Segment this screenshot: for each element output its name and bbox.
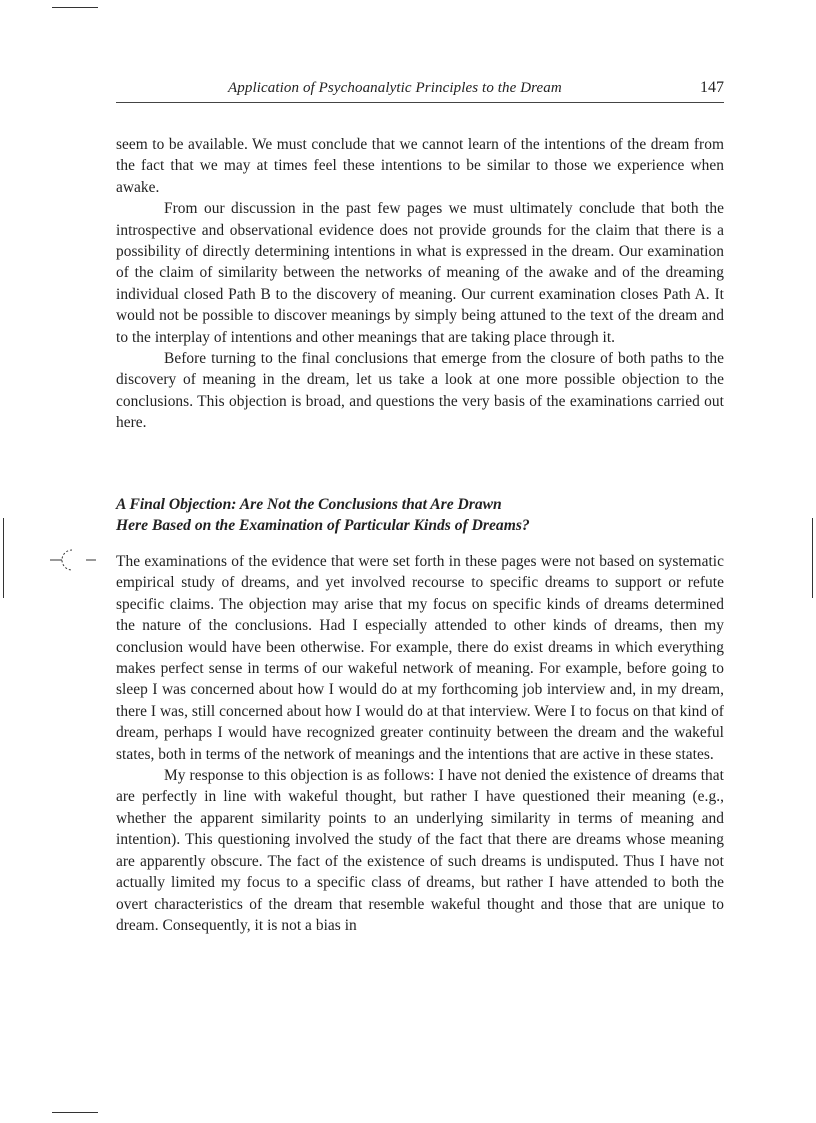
page-number: 147 — [700, 79, 724, 96]
crop-mark-right — [812, 518, 813, 598]
section-heading-line-1: A Final Objection: Are Not the Conclusions that Are Drawn — [116, 496, 502, 513]
paragraph: My response to this objection is as follows: I have not denied the existence of dreams that are perfectly in line with wakeful thought, but rather I have questioned their meaning (e.g., whether the apparent similarity points to an underlying similarity in terms of meaning and intention). This questioning involved the study of the fact that there are dreams whose meaning are apparently obscure. The fact of the existence of such dreams is undisputed. Thus I have not actually limited my focus to a specific class of dreams, but rather I have attended to both the overt characteristics of the dream that resemble wakeful thought and those that are unique to dream. Consequently, it is not a bias in — [116, 767, 724, 934]
running-title: Application of Psychoanalytic Principles to the Dream — [228, 80, 562, 96]
running-header — [116, 78, 724, 103]
registration-mark-icon — [50, 548, 98, 572]
crop-mark-top — [52, 7, 98, 8]
paragraph: From our discussion in the past few pages we must ultimately conclude that both the introspective and observational evidence does not provide grounds for the claim that there is a possibility of directly determining intentions in what is expressed in the dream. Our examination of the claim of similarity between the networks of meaning of the awake and of the dreaming individual closed Path B to the discovery of meaning. Our current examination closes Path A. It would not be possible to discover meanings by simply being attuned to the text of the dream and to the interplay of intentions and other meanings that are taking place through it. — [116, 200, 724, 346]
paragraph: seem to be available. We must conclude that we cannot learn of the intentions of the dream from the fact that we may at times feel these intentions to be similar to those we experience when awake. — [116, 136, 724, 196]
text-block-before-heading — [116, 134, 724, 434]
text-block-after-heading — [116, 551, 724, 936]
crop-mark-left — [3, 518, 4, 598]
section-heading — [116, 494, 724, 536]
paragraph: The examinations of the evidence that were set forth in these pages were not based on systematic empirical study of dreams, and yet involved recourse to specific dreams to support or refute specific claims. The objection may arise that my focus on specific kinds of dreams determined the nature of the conclusions. Had I especially attended to other kinds of dreams, then my conclusion would have been otherwise. For example, there do exist dreams in which everything makes perfect sense in terms of our wakeful network of meaning. For example, before going to sleep I was concerned about how I would do at my forthcoming job interview and, in my dream, there I was, still concerned about how I would do at that interview. Were I to focus on that kind of dream, perhaps I would have recognized greater continuity between the dream and the wakeful states, both in terms of the network of meanings and the intentions that are active in these states. — [116, 553, 724, 763]
paragraph: Before turning to the final conclusions that emerge from the closure of both paths to the discovery of meaning in the dream, let us take a look at one more possible objection to the conclusions. This objection is broad, and questions the very basis of the examinations carried out here. — [116, 350, 724, 432]
crop-mark-bottom — [52, 1112, 98, 1113]
section-heading-line-2: Here Based on the Examination of Particular Kinds of Dreams? — [116, 517, 530, 534]
